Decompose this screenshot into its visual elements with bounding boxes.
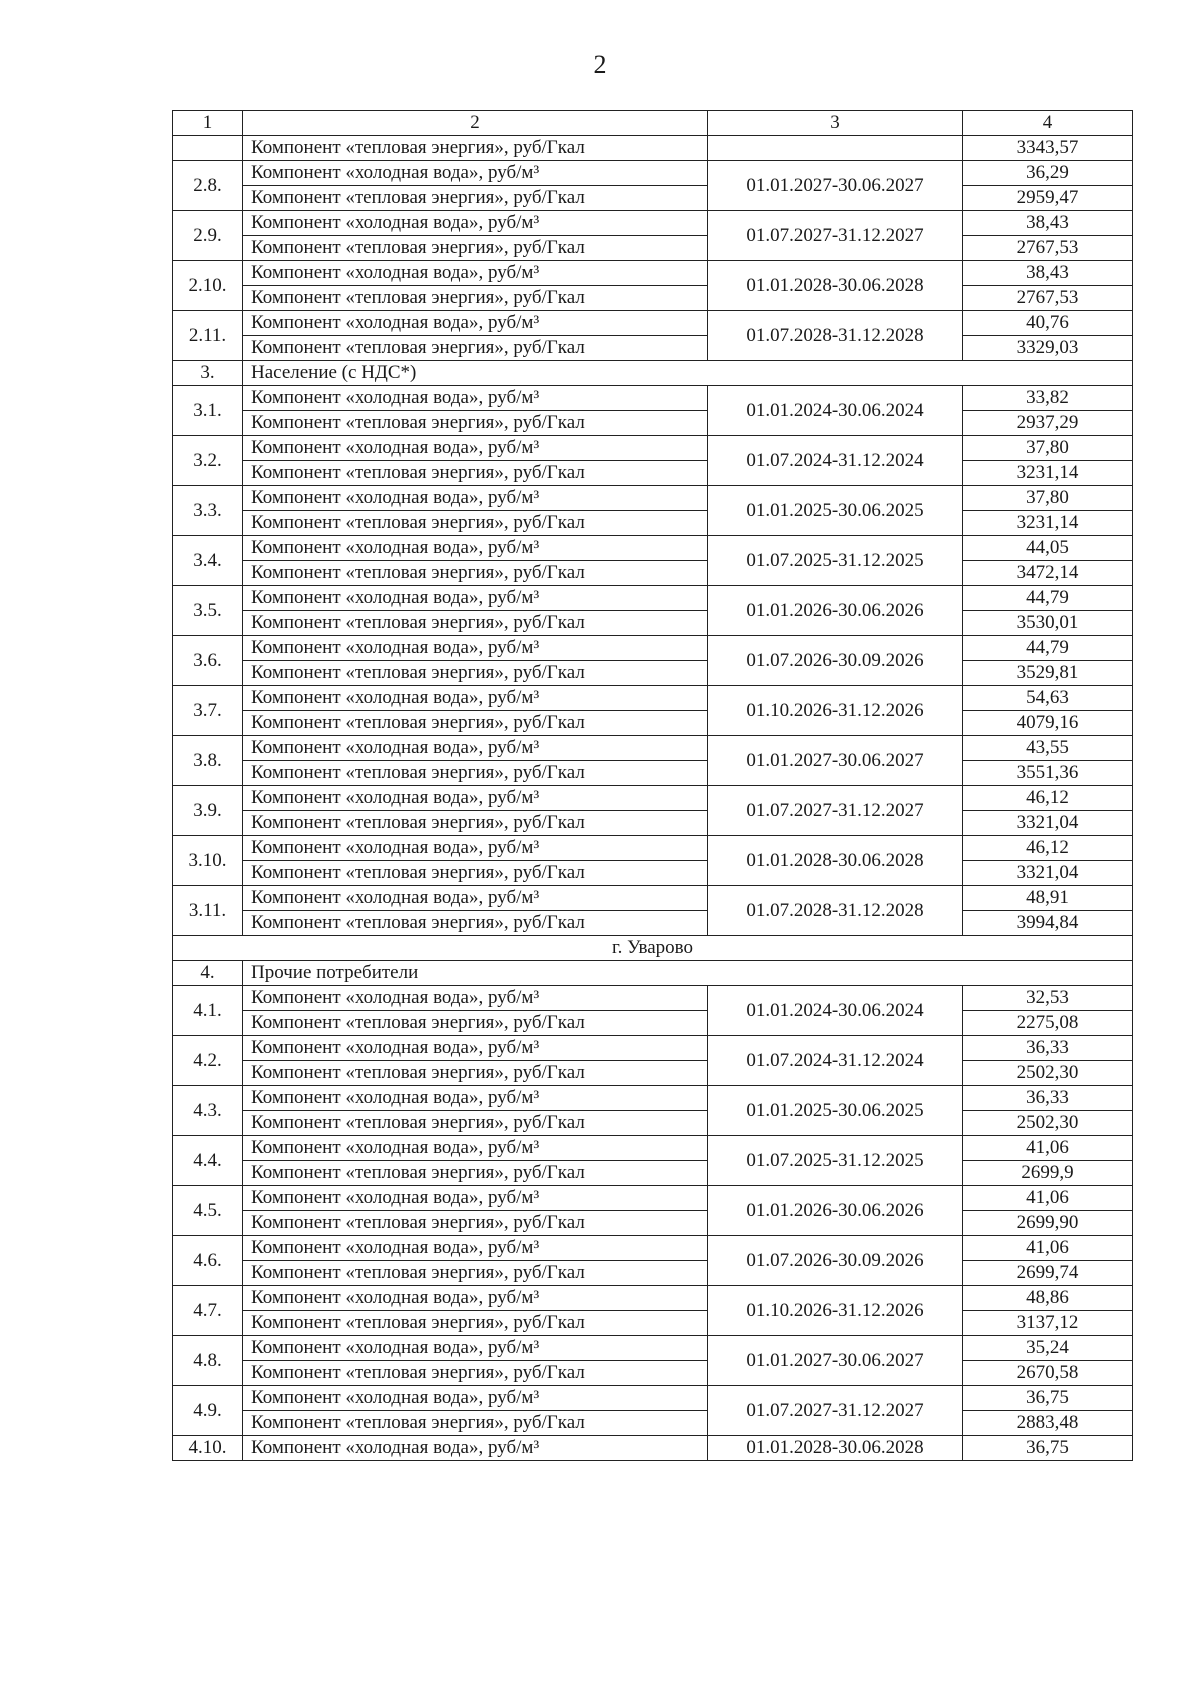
table-row — [173, 1286, 1133, 1311]
period: 01.10.2026-31.12.2026 — [708, 1286, 963, 1336]
tariff-value-cold-water: 46,12 — [963, 836, 1133, 861]
header-row — [173, 111, 1133, 136]
period: 01.01.2025-30.06.2025 — [708, 1086, 963, 1136]
tariff-value-heat: 3551,36 — [963, 761, 1133, 786]
table-row — [173, 1111, 1133, 1136]
row-number: 3.10. — [173, 836, 243, 886]
row-number: 2.8. — [173, 161, 243, 211]
period: 01.07.2024-31.12.2024 — [708, 436, 963, 486]
component-name-heat: Компонент «тепловая энергия», руб/Гкал — [243, 561, 708, 586]
table-row — [173, 336, 1133, 361]
tariff-value-heat: 2767,53 — [963, 286, 1133, 311]
row-number: 2.10. — [173, 261, 243, 311]
tariff-table-body — [173, 111, 1133, 1461]
row-number: 4.1. — [173, 986, 243, 1036]
table-row — [173, 511, 1133, 536]
row-number: 4.3. — [173, 1086, 243, 1136]
component-name-heat: Компонент «тепловая энергия», руб/Гкал — [243, 1111, 708, 1136]
table-row — [173, 1211, 1133, 1236]
table-row — [173, 236, 1133, 261]
tariff-value-heat: 2699,9 — [963, 1161, 1133, 1186]
tariff-value-heat: 4079,16 — [963, 711, 1133, 736]
component-name-cold-water: Компонент «холодная вода», руб/м³ — [243, 1136, 708, 1161]
tariff-value-cold-water: 38,43 — [963, 261, 1133, 286]
tariff-value-heat: 3994,84 — [963, 911, 1133, 936]
row-number: 3.8. — [173, 736, 243, 786]
row-number: 3.9. — [173, 786, 243, 836]
row-number: 3. — [173, 361, 243, 386]
tariff-value-heat: 3529,81 — [963, 661, 1133, 686]
tariff-value-cold-water: 44,79 — [963, 586, 1133, 611]
row-number: 4.8. — [173, 1336, 243, 1386]
component-name-cold-water: Компонент «холодная вода», руб/м³ — [243, 1386, 708, 1411]
period: 01.07.2027-31.12.2027 — [708, 211, 963, 261]
component-name-heat: Компонент «тепловая энергия», руб/Гкал — [243, 1311, 708, 1336]
table-row — [173, 836, 1133, 861]
row-number: 4.7. — [173, 1286, 243, 1336]
table-row — [173, 1386, 1133, 1411]
table-row — [173, 536, 1133, 561]
tariff-value-heat: 2937,29 — [963, 411, 1133, 436]
tariff-value-cold-water: 44,79 — [963, 636, 1133, 661]
table-row — [173, 1061, 1133, 1086]
tariff-value-cold-water: 36,33 — [963, 1036, 1133, 1061]
period: 01.01.2028-30.06.2028 — [708, 1436, 963, 1461]
table-row — [173, 1011, 1133, 1036]
component-name-cold-water: Компонент «холодная вода», руб/м³ — [243, 386, 708, 411]
tariff-value-heat: 2502,30 — [963, 1061, 1133, 1086]
component-name-cold-water: Компонент «холодная вода», руб/м³ — [243, 1436, 708, 1461]
tariff-value-cold-water: 54,63 — [963, 686, 1133, 711]
tariff-value-cold-water: 32,53 — [963, 986, 1133, 1011]
component-name-heat: Компонент «тепловая энергия», руб/Гкал — [243, 1261, 708, 1286]
period: 01.01.2025-30.06.2025 — [708, 486, 963, 536]
tariff-value-heat: 3231,14 — [963, 511, 1133, 536]
row-number: 2.11. — [173, 311, 243, 361]
component-name-heat: Компонент «тепловая энергия», руб/Гкал — [243, 661, 708, 686]
table-row — [173, 1436, 1133, 1461]
component-name-cold-water: Компонент «холодная вода», руб/м³ — [243, 1086, 708, 1111]
table-row — [173, 1161, 1133, 1186]
component-name-heat: Компонент «тепловая энергия», руб/Гкал — [243, 236, 708, 261]
tariff-value-cold-water: 48,91 — [963, 886, 1133, 911]
tariff-value-heat: 2670,58 — [963, 1361, 1133, 1386]
row-number: 3.6. — [173, 636, 243, 686]
row-number: 4.9. — [173, 1386, 243, 1436]
row-number: 4.5. — [173, 1186, 243, 1236]
tariff-value-cold-water: 43,55 — [963, 736, 1133, 761]
component-name-cold-water: Компонент «холодная вода», руб/м³ — [243, 261, 708, 286]
table-row — [173, 1261, 1133, 1286]
row-number: 4.4. — [173, 1136, 243, 1186]
header-cell-3: 3 — [708, 111, 963, 136]
table-row — [173, 986, 1133, 1011]
component-name-heat: Компонент «тепловая энергия», руб/Гкал — [243, 1061, 708, 1086]
component-name-heat: Компонент «тепловая энергия», руб/Гкал — [243, 411, 708, 436]
period: 01.01.2024-30.06.2024 — [708, 386, 963, 436]
component-name-heat: Компонент «тепловая энергия», руб/Гкал — [243, 761, 708, 786]
table-row — [173, 811, 1133, 836]
table-row — [173, 1236, 1133, 1261]
tariff-value-heat: 2502,30 — [963, 1111, 1133, 1136]
table-row — [173, 1136, 1133, 1161]
tariff-value-cold-water: 37,80 — [963, 486, 1133, 511]
component-name-heat: Компонент «тепловая энергия», руб/Гкал — [243, 861, 708, 886]
component-name-heat: Компонент «тепловая энергия», руб/Гкал — [243, 461, 708, 486]
component-name-cold-water: Компонент «холодная вода», руб/м³ — [243, 736, 708, 761]
category-row — [173, 961, 1133, 986]
component-name-cold-water: Компонент «холодная вода», руб/м³ — [243, 1036, 708, 1061]
city-title: г. Уварово — [173, 936, 1133, 961]
row-number: 3.5. — [173, 586, 243, 636]
tariff-value-heat: 3137,12 — [963, 1311, 1133, 1336]
row-number — [173, 136, 243, 161]
component-name-heat: Компонент «тепловая энергия», руб/Гкал — [243, 1011, 708, 1036]
period: 01.07.2026-30.09.2026 — [708, 1236, 963, 1286]
tariff-value-cold-water: 35,24 — [963, 1336, 1133, 1361]
period: 01.01.2026-30.06.2026 — [708, 1186, 963, 1236]
table-row — [173, 1336, 1133, 1361]
table-row — [173, 1361, 1133, 1386]
table-row — [173, 286, 1133, 311]
component-name-cold-water: Компонент «холодная вода», руб/м³ — [243, 1186, 708, 1211]
component-name-heat: Компонент «тепловая энергия», руб/Гкал — [243, 1361, 708, 1386]
period: 01.01.2027-30.06.2027 — [708, 736, 963, 786]
component-name-cold-water: Компонент «холодная вода», руб/м³ — [243, 311, 708, 336]
component-name-heat: Компонент «тепловая энергия», руб/Гкал — [243, 286, 708, 311]
component-name-cold-water: Компонент «холодная вода», руб/м³ — [243, 1286, 708, 1311]
period: 01.01.2027-30.06.2027 — [708, 1336, 963, 1386]
table-row — [173, 486, 1133, 511]
continued-row — [173, 136, 1133, 161]
table-row — [173, 786, 1133, 811]
period: 01.07.2026-30.09.2026 — [708, 636, 963, 686]
tariff-value-cold-water: 46,12 — [963, 786, 1133, 811]
component-name-cold-water: Компонент «холодная вода», руб/м³ — [243, 636, 708, 661]
table-row — [173, 1186, 1133, 1211]
tariff-value-heat: 2767,53 — [963, 236, 1133, 261]
component-name-heat: Компонент «тепловая энергия», руб/Гкал — [243, 1211, 708, 1236]
table-row — [173, 461, 1133, 486]
category-title: Население (с НДС*) — [243, 361, 1133, 386]
table-row — [173, 186, 1133, 211]
tariff-value-cold-water: 36,33 — [963, 1086, 1133, 1111]
component-name-heat: Компонент «тепловая энергия», руб/Гкал — [243, 336, 708, 361]
table-row — [173, 311, 1133, 336]
row-number: 3.11. — [173, 886, 243, 936]
table-row — [173, 561, 1133, 586]
table-row — [173, 411, 1133, 436]
category-row — [173, 361, 1133, 386]
tariff-value: 3343,57 — [963, 136, 1133, 161]
period: 01.07.2027-31.12.2027 — [708, 1386, 963, 1436]
component-name-cold-water: Компонент «холодная вода», руб/м³ — [243, 486, 708, 511]
tariff-value-heat: 3329,03 — [963, 336, 1133, 361]
tariff-value-cold-water: 33,82 — [963, 386, 1133, 411]
period: 01.07.2028-31.12.2028 — [708, 886, 963, 936]
page-number: 2 — [593, 50, 607, 79]
period: 01.01.2026-30.06.2026 — [708, 586, 963, 636]
component-name: Компонент «тепловая энергия», руб/Гкал — [243, 136, 708, 161]
tariff-value-cold-water: 38,43 — [963, 211, 1133, 236]
tariff-value-cold-water: 36,75 — [963, 1436, 1133, 1461]
table-row — [173, 686, 1133, 711]
category-title: Прочие потребители — [243, 961, 1133, 986]
component-name-cold-water: Компонент «холодная вода», руб/м³ — [243, 836, 708, 861]
table-row — [173, 161, 1133, 186]
tariff-value-cold-water: 41,06 — [963, 1236, 1133, 1261]
tariff-value-heat: 3472,14 — [963, 561, 1133, 586]
table-row — [173, 611, 1133, 636]
table-row — [173, 1411, 1133, 1436]
component-name-heat: Компонент «тепловая энергия», руб/Гкал — [243, 1411, 708, 1436]
table-row — [173, 261, 1133, 286]
tariff-value-heat: 3321,04 — [963, 861, 1133, 886]
component-name-cold-water: Компонент «холодная вода», руб/м³ — [243, 161, 708, 186]
table-row — [173, 911, 1133, 936]
period: 01.07.2027-31.12.2027 — [708, 786, 963, 836]
row-number: 3.2. — [173, 436, 243, 486]
period: 01.01.2024-30.06.2024 — [708, 986, 963, 1036]
table-row — [173, 1311, 1133, 1336]
period: 01.01.2027-30.06.2027 — [708, 161, 963, 211]
tariff-value-cold-water: 40,76 — [963, 311, 1133, 336]
tariff-value-cold-water: 36,29 — [963, 161, 1133, 186]
component-name-heat: Компонент «тепловая энергия», руб/Гкал — [243, 711, 708, 736]
period: 01.10.2026-31.12.2026 — [708, 686, 963, 736]
component-name-cold-water: Компонент «холодная вода», руб/м³ — [243, 211, 708, 236]
component-name-cold-water: Компонент «холодная вода», руб/м³ — [243, 586, 708, 611]
tariff-value-heat: 2275,08 — [963, 1011, 1133, 1036]
component-name-cold-water: Компонент «холодная вода», руб/м³ — [243, 436, 708, 461]
period: 01.07.2025-31.12.2025 — [708, 1136, 963, 1186]
row-number: 4.6. — [173, 1236, 243, 1286]
row-number: 4. — [173, 961, 243, 986]
table-row — [173, 1036, 1133, 1061]
table-row — [173, 436, 1133, 461]
tariff-value-cold-water: 41,06 — [963, 1186, 1133, 1211]
tariff-value-heat: 2699,74 — [963, 1261, 1133, 1286]
tariff-value-cold-water: 48,86 — [963, 1286, 1133, 1311]
table-row — [173, 886, 1133, 911]
tariff-value-cold-water: 37,80 — [963, 436, 1133, 461]
component-name-cold-water: Компонент «холодная вода», руб/м³ — [243, 1336, 708, 1361]
period: 01.07.2024-31.12.2024 — [708, 1036, 963, 1086]
component-name-cold-water: Компонент «холодная вода», руб/м³ — [243, 1236, 708, 1261]
period: 01.07.2028-31.12.2028 — [708, 311, 963, 361]
table-row — [173, 861, 1133, 886]
table-row — [173, 736, 1133, 761]
row-number: 3.4. — [173, 536, 243, 586]
header-cell-4: 4 — [963, 111, 1133, 136]
tariff-value-cold-water: 44,05 — [963, 536, 1133, 561]
component-name-cold-water: Компонент «холодная вода», руб/м³ — [243, 986, 708, 1011]
component-name-heat: Компонент «тепловая энергия», руб/Гкал — [243, 911, 708, 936]
component-name-heat: Компонент «тепловая энергия», руб/Гкал — [243, 186, 708, 211]
component-name-heat: Компонент «тепловая энергия», руб/Гкал — [243, 1161, 708, 1186]
table-row — [173, 711, 1133, 736]
row-number: 2.9. — [173, 211, 243, 261]
component-name-heat: Компонент «тепловая энергия», руб/Гкал — [243, 811, 708, 836]
tariff-value-heat: 2699,90 — [963, 1211, 1133, 1236]
row-number: 3.7. — [173, 686, 243, 736]
tariff-value-heat: 3321,04 — [963, 811, 1133, 836]
tariff-value-heat: 3231,14 — [963, 461, 1133, 486]
table-row — [173, 586, 1133, 611]
component-name-heat: Компонент «тепловая энергия», руб/Гкал — [243, 611, 708, 636]
city-row — [173, 936, 1133, 961]
row-number: 4.10. — [173, 1436, 243, 1461]
row-number: 3.3. — [173, 486, 243, 536]
component-name-heat: Компонент «тепловая энергия», руб/Гкал — [243, 511, 708, 536]
period: 01.07.2025-31.12.2025 — [708, 536, 963, 586]
header-cell-1: 1 — [173, 111, 243, 136]
table-row — [173, 1086, 1133, 1111]
table-row — [173, 661, 1133, 686]
row-number: 3.1. — [173, 386, 243, 436]
component-name-cold-water: Компонент «холодная вода», руб/м³ — [243, 686, 708, 711]
tariff-value-cold-water: 36,75 — [963, 1386, 1133, 1411]
table-row — [173, 386, 1133, 411]
period: 01.01.2028-30.06.2028 — [708, 836, 963, 886]
table-row — [173, 636, 1133, 661]
tariff-value-heat: 3530,01 — [963, 611, 1133, 636]
tariff-value-heat: 2959,47 — [963, 186, 1133, 211]
component-name-cold-water: Компонент «холодная вода», руб/м³ — [243, 886, 708, 911]
tariff-value-heat: 2883,48 — [963, 1411, 1133, 1436]
component-name-cold-water: Компонент «холодная вода», руб/м³ — [243, 536, 708, 561]
tariff-table — [172, 110, 1133, 1461]
table-row — [173, 211, 1133, 236]
period — [708, 136, 963, 161]
tariff-value-cold-water: 41,06 — [963, 1136, 1133, 1161]
table-row — [173, 761, 1133, 786]
row-number: 4.2. — [173, 1036, 243, 1086]
component-name-cold-water: Компонент «холодная вода», руб/м³ — [243, 786, 708, 811]
period: 01.01.2028-30.06.2028 — [708, 261, 963, 311]
header-cell-2: 2 — [243, 111, 708, 136]
